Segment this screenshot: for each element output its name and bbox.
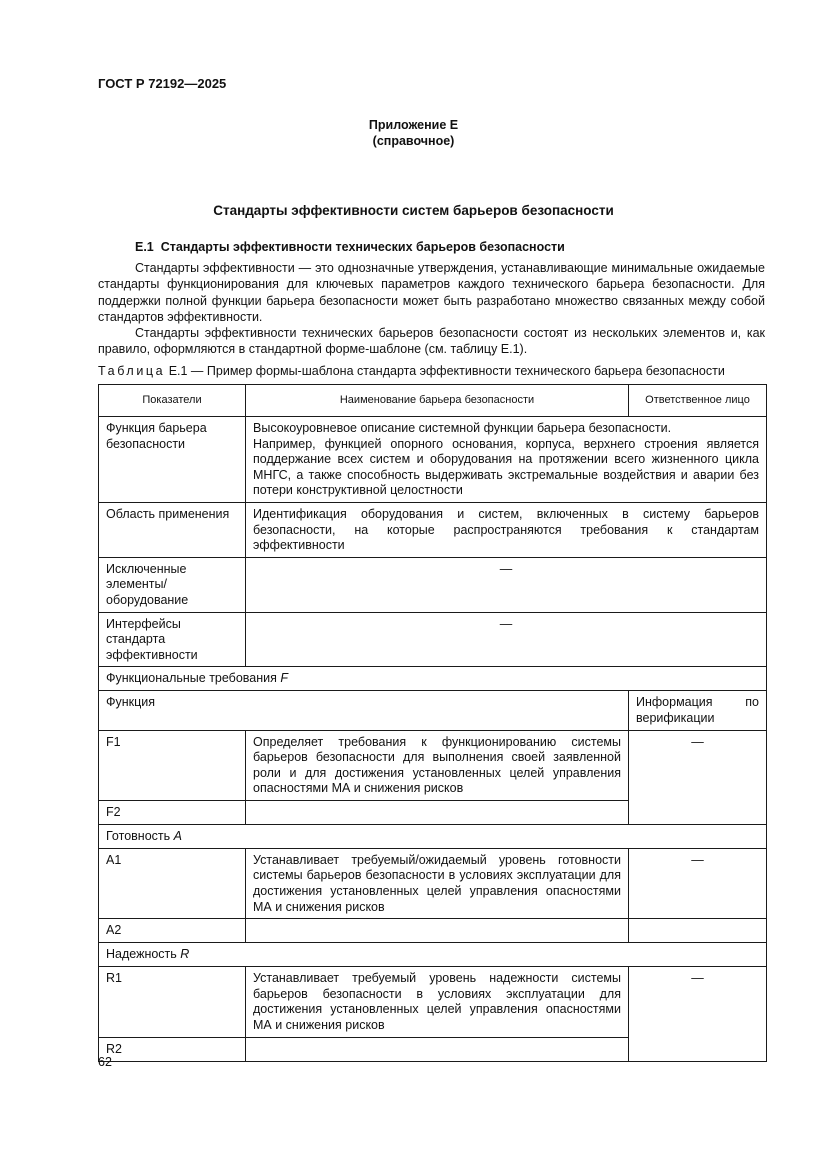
- functional-requirements-symbol: F: [280, 671, 289, 686]
- a1-text: Устанавливает требуемый/ожидаемый уровень готовности системы барьеров безопасности в условиях эксплуатации для достижения установленных целей управления опасностями МА и снижения рисков: [246, 848, 629, 918]
- availability-heading: [99, 824, 767, 848]
- table-header-row: [99, 385, 767, 417]
- row-value-interfaces: —: [246, 612, 767, 667]
- header-barrier-name: Наименование барьера безопасности: [246, 385, 629, 417]
- verification-column-label: Информация по верификации: [629, 691, 767, 730]
- section-heading: [135, 240, 565, 254]
- paragraph-2: Стандарты эффективности технических барьеров безопасности состоят из нескольких элементов и, как правило, оформляются в стандартной форме-шаблоне (см. таблицу Е.1).: [98, 326, 765, 357]
- a1-verification: —: [629, 848, 767, 918]
- f2-id: F2: [99, 800, 246, 824]
- table-row-a1: [99, 848, 767, 918]
- header-responsible: Ответственное лицо: [629, 385, 767, 417]
- header-indicators: Показатели: [99, 385, 246, 417]
- function-description: Высокоуровневое описание системной функции барьера безопасности.: [253, 421, 672, 435]
- r-verification-value: —: [629, 967, 767, 1061]
- row-value-function: [246, 417, 767, 503]
- table-row-availability: [99, 824, 767, 848]
- table-row-r1: [99, 967, 767, 1037]
- row-value-excluded: —: [246, 557, 767, 612]
- table-row-scope: [99, 502, 767, 557]
- function-column-label: Функция: [99, 691, 629, 730]
- annex-title: Приложение Е: [368, 118, 459, 132]
- row-label-interfaces: Интерфейсы стандарта эффективности: [99, 612, 246, 667]
- table-caption: [98, 364, 725, 378]
- f1-id: F1: [99, 730, 246, 800]
- row-value-scope: Идентификация оборудования и систем, включенных в систему барьеров безопасности, на которые распространяются требования к стандартам эффективности: [246, 502, 767, 557]
- paragraph-1: Стандарты эффективности — это однозначные утверждения, устанавливающие минимальные ожидаемые стандарты функционирования для ключевых параметров каждого технического барьера безопасности. Для поддержки полной функции барьера безопасности может быть разработано множество связанных между собой стандартов эффективности.: [98, 261, 765, 324]
- f1-text: Определяет требования к функционированию системы барьеров безопасности для выполнения своей заявленной роли и для достижения установленных целей управления опасностями МА и снижения рисков: [246, 730, 629, 800]
- a2-text: [246, 919, 629, 943]
- section-number: Е.1: [135, 240, 154, 254]
- r2-text: [246, 1037, 629, 1061]
- table-row-functional-requirements: [99, 667, 767, 691]
- document-number: ГОСТ Р 72192—2025: [98, 76, 227, 91]
- row-label-function: Функция барьера безопасности: [99, 417, 246, 503]
- table-row-interfaces: [99, 612, 767, 667]
- function-example: Например, функцией опорного основания, корпуса, верхнего строения является поддержание всех систем и оборудования на протяжении всего жизненного цикла МНГС, а также способность выдерживать экстремальные воздействия и аварии без потери конструктивной целостности: [253, 436, 759, 498]
- annex-subtitle: (справочное): [372, 134, 455, 148]
- availability-symbol: A: [173, 828, 182, 843]
- table-row-reliability: [99, 943, 767, 967]
- row-label-scope: Область применения: [99, 502, 246, 557]
- r1-id: R1: [99, 967, 246, 1037]
- table-caption-text: Е.1 — Пример формы-шаблона стандарта эффективности технического барьера безопасности: [165, 364, 725, 378]
- f-verification-value: —: [629, 730, 767, 824]
- availability-label: Готовность: [106, 828, 171, 843]
- reliability-symbol: R: [180, 947, 190, 962]
- table-row-a2: [99, 919, 767, 943]
- functional-requirements-label: Функциональные требования: [106, 671, 277, 686]
- table-row-f1: [99, 730, 767, 800]
- table-row-excluded: [99, 557, 767, 612]
- functional-requirements-heading: [99, 667, 767, 691]
- a1-id: A1: [99, 848, 246, 918]
- r1-text: Устанавливает требуемый уровень надежности системы барьеров безопасности в условиях эксплуатации для достижения установленных целей управления опасностями МА и снижения рисков: [246, 967, 629, 1037]
- section-title: Стандарты эффективности технических барьеров безопасности: [160, 240, 565, 254]
- table-row-function-verification-header: [99, 691, 767, 730]
- f2-text: [246, 800, 629, 824]
- table-row-function: [99, 417, 767, 503]
- reliability-heading: [99, 943, 767, 967]
- page-number: 62: [98, 1055, 112, 1069]
- table-caption-label: Таблица: [98, 364, 166, 378]
- a2-verification: [629, 919, 767, 943]
- performance-standard-table: [98, 384, 767, 1062]
- a2-id: A2: [99, 919, 246, 943]
- main-title: Стандарты эффективности систем барьеров безопасности: [213, 203, 614, 218]
- r2-id: R2: [99, 1037, 246, 1061]
- row-label-excluded: Исключенные элементы/оборудование: [99, 557, 246, 612]
- reliability-label: Надежность: [106, 947, 177, 962]
